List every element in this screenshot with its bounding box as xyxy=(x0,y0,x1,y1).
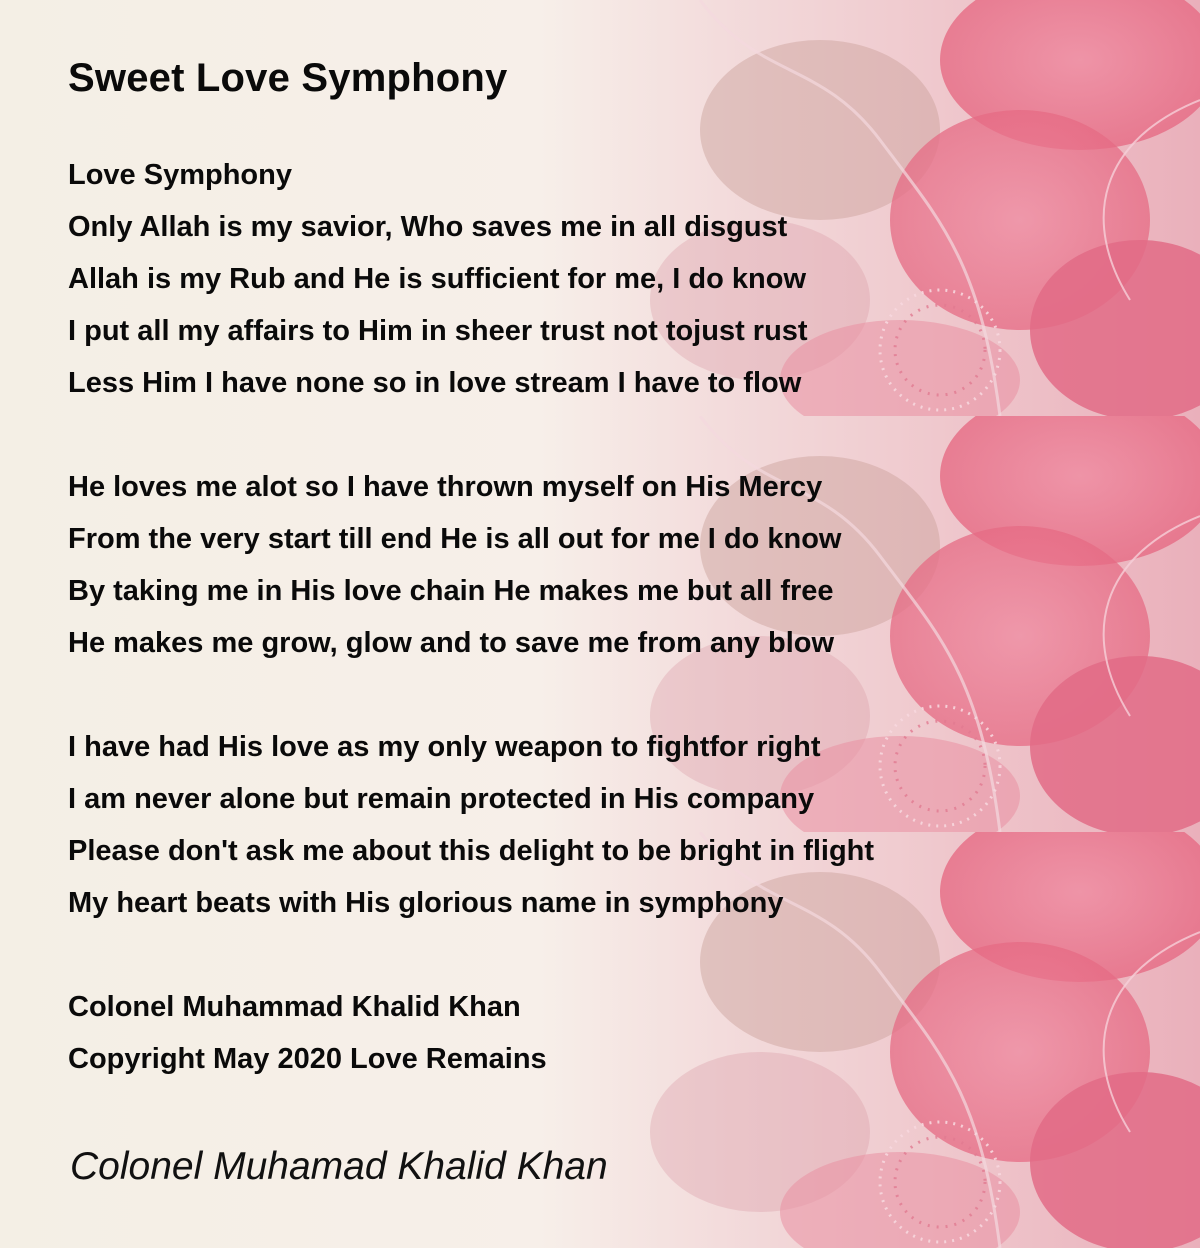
poem-line: By taking me in His love chain He makes me but all free xyxy=(68,575,834,607)
poem-title: Sweet Love Symphony xyxy=(68,56,508,100)
poem-line: Only Allah is my savior, Who saves me in all disgust xyxy=(68,211,788,243)
author-name: Colonel Muhammad Khalid Khan xyxy=(68,991,521,1023)
poem-line: I am never alone but remain protected in His company xyxy=(68,783,815,815)
poem-line: He makes me grow, glow and to save me from any blow xyxy=(68,627,835,659)
poem-line: My heart beats with His glorious name in symphony xyxy=(68,887,784,919)
poem-line: From the very start till end He is all out for me I do know xyxy=(68,523,842,555)
poem-line: I have had His love as my only weapon to fightfor right xyxy=(68,731,821,763)
poem-subtitle: Love Symphony xyxy=(68,159,292,191)
poem-line: Please don't ask me about this delight to be bright in flight xyxy=(68,835,875,867)
poem-line: I put all my affairs to Him in sheer trust not tojust rust xyxy=(68,315,808,347)
poem-line: He loves me alot so I have thrown myself on His Mercy xyxy=(68,471,823,503)
author-signature: Colonel Muhamad Khalid Khan xyxy=(70,1145,608,1188)
poem-line: Allah is my Rub and He is sufficient for me, I do know xyxy=(68,263,806,295)
poem-line: Less Him I have none so in love stream I have to flow xyxy=(68,367,802,399)
copyright-line: Copyright May 2020 Love Remains xyxy=(68,1043,547,1075)
